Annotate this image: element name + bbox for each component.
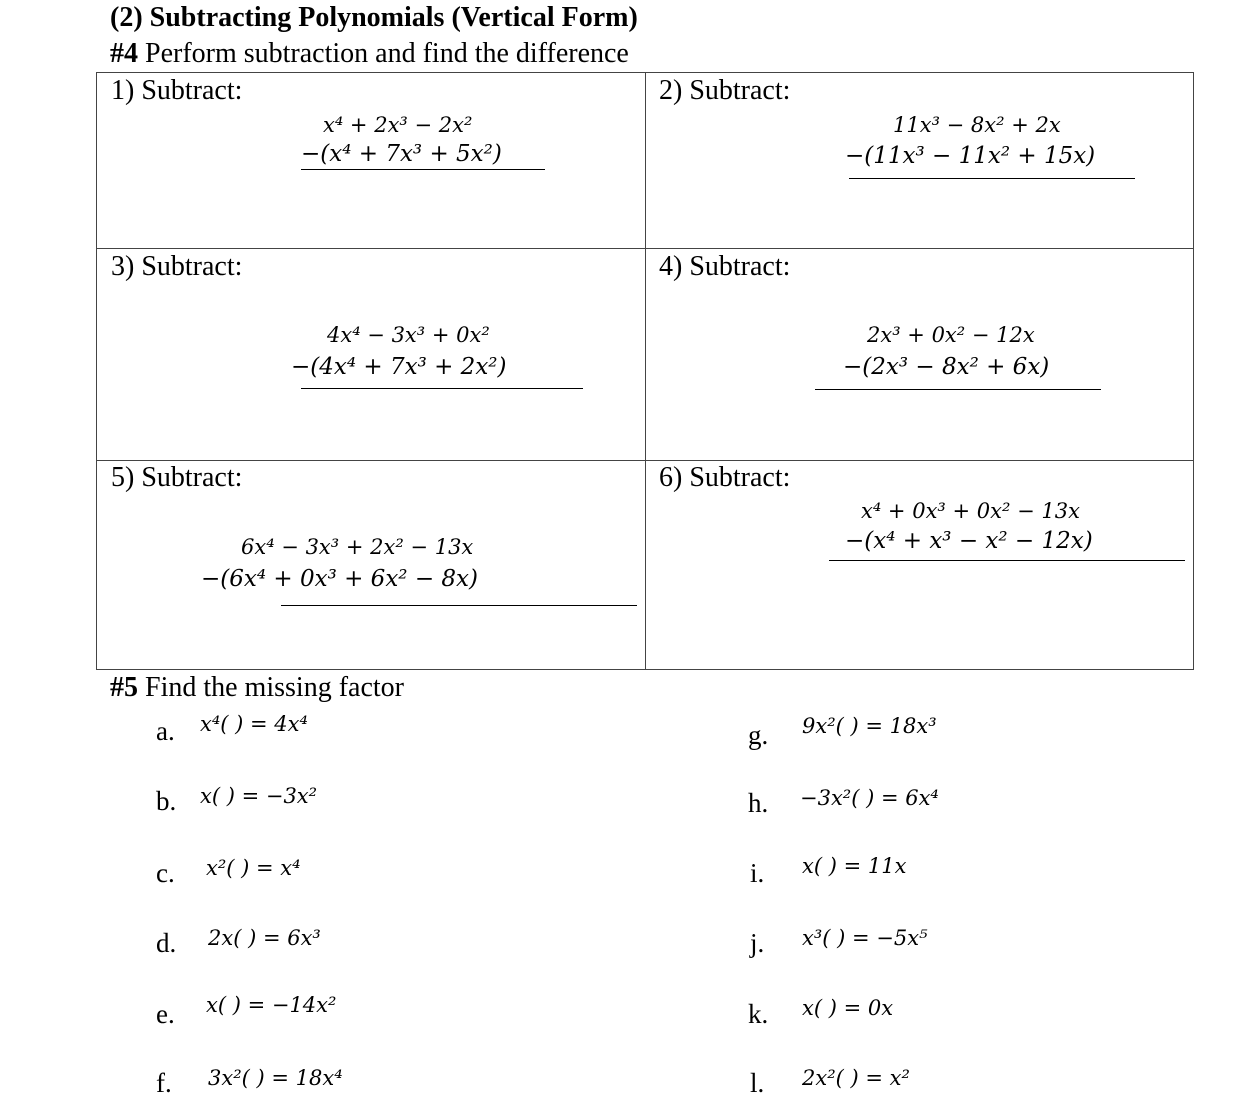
missing-factor-a: x⁴( ) = 4x⁴ <box>200 712 308 736</box>
problem-3-subtrahend: −(4x⁴ + 7x³ + 2x²) <box>291 354 507 380</box>
subtraction-grid <box>96 72 1194 670</box>
missing-factor-c: x²( ) = x⁴ <box>206 856 301 880</box>
missing-factor-h: −3x²( ) = 6x⁴ <box>800 786 939 810</box>
problem-3-label: 3) Subtract: <box>111 251 243 282</box>
worksheet-title: (2) Subtracting Polynomials (Vertical Form) <box>110 2 638 33</box>
missing-factor-g: 9x²( ) = 18x³ <box>802 714 937 738</box>
grid-divider-row2 <box>97 460 1193 461</box>
missing-factor-b-letter: b. <box>156 786 177 816</box>
missing-factor-g-letter: g. <box>748 720 769 750</box>
problem-5-answer-line <box>281 605 637 606</box>
grid-divider-row1 <box>97 248 1193 249</box>
problem-2-label: 2) Subtract: <box>659 75 791 106</box>
problem-5-subtrahend: −(6x⁴ + 0x³ + 6x² − 8x) <box>201 566 478 592</box>
missing-factor-f-letter: f. <box>156 1068 172 1098</box>
section4-heading <box>110 38 629 70</box>
section5-heading <box>110 672 404 704</box>
problem-2-answer-line <box>849 178 1135 179</box>
problem-6-answer-line <box>829 560 1185 561</box>
problem-3-minuend: 4x⁴ − 3x³ + 0x² <box>327 323 490 347</box>
missing-factor-i-letter: i. <box>750 858 765 888</box>
problem-1-subtrahend: −(x⁴ + 7x³ + 5x²) <box>301 141 502 167</box>
section4-number: #4 <box>110 38 138 69</box>
missing-factor-k: x( ) = 0x <box>802 996 894 1020</box>
section4-text: Perform subtraction and find the difference <box>138 38 629 69</box>
missing-factor-e: x( ) = −14x² <box>206 993 337 1017</box>
missing-factor-e-letter: e. <box>156 999 175 1029</box>
missing-factor-a-letter: a. <box>156 716 175 746</box>
problem-5-label: 5) Subtract: <box>111 462 243 493</box>
problem-2-subtrahend: −(11x³ − 11x² + 15x) <box>845 143 1096 169</box>
problem-4-subtrahend: −(2x³ − 8x² + 6x) <box>843 354 1050 380</box>
missing-factor-j: x³( ) = −5x⁵ <box>802 926 928 950</box>
missing-factor-c-letter: c. <box>156 858 175 888</box>
problem-5-minuend: 6x⁴ − 3x³ + 2x² − 13x <box>241 535 474 559</box>
grid-divider-vertical <box>645 73 646 669</box>
problem-4-minuend: 2x³ + 0x² − 12x <box>867 323 1035 347</box>
missing-factor-k-letter: k. <box>748 999 769 1029</box>
problem-2-minuend: 11x³ − 8x² + 2x <box>893 113 1061 137</box>
problem-1-minuend: x⁴ + 2x³ − 2x² <box>323 113 473 137</box>
missing-factor-j-letter: j. <box>750 928 765 958</box>
missing-factor-l-letter: l. <box>750 1068 765 1098</box>
missing-factor-i: x( ) = 11x <box>802 854 907 878</box>
missing-factor-d-letter: d. <box>156 928 177 958</box>
problem-6-subtrahend: −(x⁴ + x³ − x² − 12x) <box>845 528 1093 554</box>
problem-6-label: 6) Subtract: <box>659 462 791 493</box>
section5-number: #5 <box>110 672 138 703</box>
problem-1-label: 1) Subtract: <box>111 75 243 106</box>
section5-text: Find the missing factor <box>138 672 404 703</box>
missing-factor-b: x( ) = −3x² <box>200 784 318 808</box>
missing-factor-h-letter: h. <box>748 788 769 818</box>
missing-factor-f: 3x²( ) = 18x⁴ <box>208 1066 343 1090</box>
missing-factor-d: 2x( ) = 6x³ <box>208 926 321 950</box>
missing-factor-l: 2x²( ) = x² <box>802 1066 910 1090</box>
problem-1-answer-line <box>301 169 545 170</box>
problem-4-label: 4) Subtract: <box>659 251 791 282</box>
problem-6-minuend: x⁴ + 0x³ + 0x² − 13x <box>861 499 1080 523</box>
problem-3-answer-line <box>301 388 583 389</box>
problem-4-answer-line <box>815 389 1101 390</box>
